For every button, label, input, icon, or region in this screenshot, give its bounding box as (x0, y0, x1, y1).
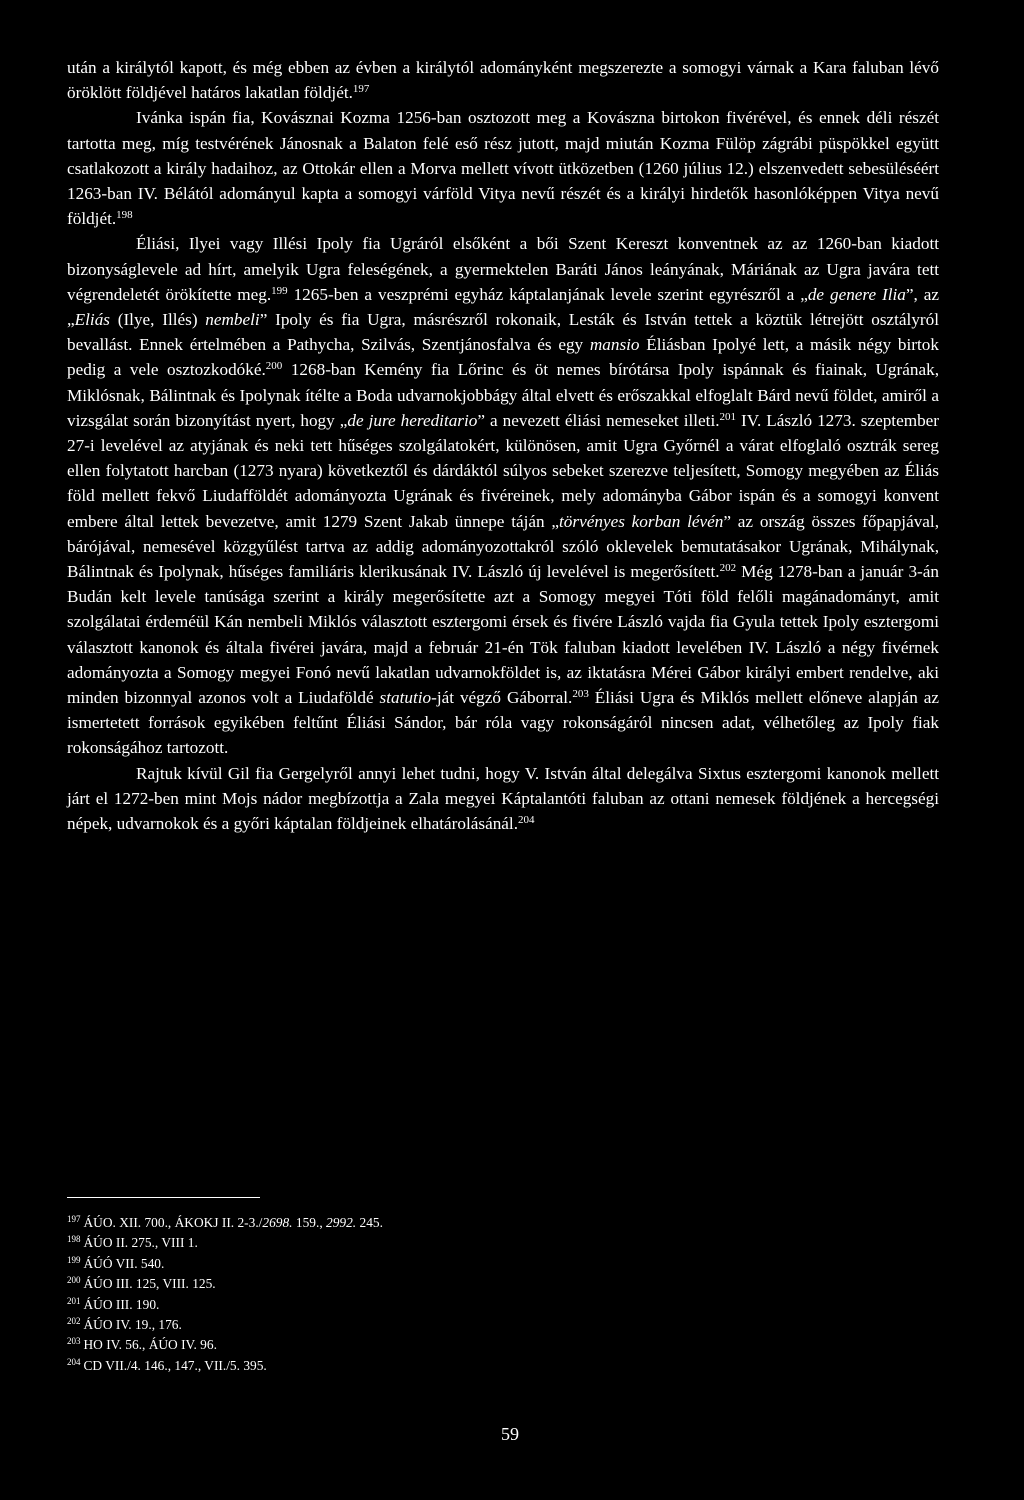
footnote (67, 1335, 667, 1355)
footnote (67, 1233, 667, 1253)
text-run: Rajtuk kívül Gil fia Gergelyről annyi lehet tudni, hogy V. István által delegálva Sixtus esztergomi kanonok mellett járt el 1272-ben mint Mojs nádor megbízottja a Zala megyei Káptalantóti faluban az ottani nemesek földjének a hercegségi népek, udvarnokok és a győri káptalan földjeinek elhatárolásánál. (67, 763, 939, 834)
text-run: Még 1278-ban a január 3-án Budán kelt levele tanúsága szerint a király megerősítette azt a Somogy megyei Tóti föld felőli magánadományt, amit szolgálatai érdeméül Kán nembeli Miklós választott esztergomi érsek és fivére László vajda fia Gyula tettek Ipoly esztergomi választott kanonok és általa fivérei javára, majd a február 21-én Tök faluban kiadott levelében IV. László a négy fivérnek adományozta a Somogy megyei Fonó nevű lakatlan udvarnokföldet is, az iktatásra Mérei Gábor királyi embert rendelve, aki minden bizonnyal azonos volt a Liudaföldé (67, 562, 939, 708)
footnote-number: 201 (67, 1295, 81, 1306)
footnote-ref: 201 (719, 410, 737, 423)
italic-text: statutio (379, 688, 432, 708)
text-run: HO IV. 56., ÁÚO IV. 96. (83, 1337, 217, 1353)
footnote (67, 1315, 667, 1335)
text-run: ÁÚO II. 275., VIII 1. (83, 1235, 198, 1251)
footnote-number: 199 (67, 1254, 81, 1265)
footnote-ref: 204 (518, 814, 535, 827)
text-run: 245. (356, 1215, 383, 1230)
footnote (67, 1213, 667, 1233)
text-run: ÁÚÓ VII. 540. (83, 1255, 165, 1271)
footnote-ref: 199 (271, 284, 288, 297)
text-run: Éliási, Ilyei vagy Illési Ipoly fia Ugráról elsőként a bői Szent Kereszt konventnek az az 1260-ban kiadott bizonyságlevele ad hírt, amelyik Ugra feleségének, a gyermektelen Baráti János leányának, Máriának az Ugra javára tett végrendeletét örökítette meg. (67, 234, 939, 304)
text-run: -ját végző Gáborral. (431, 688, 573, 708)
footnote-ref: 202 (719, 562, 737, 575)
text-run: 159., (292, 1215, 327, 1230)
text-run: ” az ország összes főpapjával, bárójával, nemesével közgyűlést tartva az addig adományozottakról szóló oklevelek bemutatásakor Ugrának, Mihálynak, Bálintnak és Ipolynak, hűséges familiáris klerikusának IV. László új levelével is megerősített. (67, 511, 939, 582)
italic-text: de genere Ilia (807, 284, 906, 304)
footnote-number: 200 (67, 1275, 81, 1286)
footnote-number: 202 (67, 1316, 81, 1327)
paragraph (67, 761, 939, 837)
text-run: ÁÚO. XII. 700., ÁKOKJ II. 2-3./ (83, 1215, 263, 1230)
text-run: 1265-ben a veszprémi egyház káptalanjának levele szerint egyrészről a „ (287, 284, 808, 304)
italic-text: Eliás (74, 310, 110, 330)
footnote (67, 1356, 667, 1376)
text-run: 1268-ban Kemény fia Lőrinc és öt nemes bírótársa Ipoly ispánnak és fiainak, Ugrának, Miklósnak, Bálintnak és Ipolynak ítélte a Boda udvarnokjobbágy által elvett és erőszakkal elfoglalt Bárd nevű földet, amiről a vizsgálat során bizonyítást nyert, hogy „ (67, 360, 939, 430)
footnote-ref: 197 (352, 83, 370, 96)
text-run: IV. László 1273. szeptember 27-i levelével az atyjának és neki tett hűséges szolgálatokért, különösen, amit Ugra Győrnél a várat elfoglaló osztrák sereg ellen folytatott harcban (1273 nyara) következtől és dárdáktól súlyos sebeket szerezve teljesített, Somogy megyében az Éliás föld mellett fekvő Liudafföldét adományozta Ugrának és fivéreinek, mely adományba Gábor ispán és a somogyi konvent embere által lettek bevezetve, amit 1279 Szent Jakab ünnepe táján „ (67, 410, 940, 531)
italic-text: de jure hereditario (347, 410, 478, 430)
text-run: Éliásban Ipolyé lett, a másik négy birtok pedig a vele osztozkodóké. (67, 335, 939, 380)
italic-text: nembeli (205, 310, 260, 330)
italic-text: mansio (589, 335, 640, 355)
footnote-number: 197 (67, 1214, 81, 1224)
italic-text: törvényes korban lévén (559, 511, 724, 531)
text-run: ” a nevezett éliási nemeseket illeti. (477, 410, 720, 430)
text-run: (Ilye, Illés) (109, 310, 206, 330)
text-run: ÁÚO IV. 19., 176. (83, 1317, 182, 1333)
footnote-divider (67, 1197, 260, 1198)
footnote-number: 198 (67, 1234, 81, 1245)
footnote-number: 203 (67, 1336, 81, 1347)
italic-text: 2698. (262, 1215, 293, 1230)
text-run: ”, az „ (67, 284, 939, 330)
footnote-ref: 198 (116, 209, 133, 222)
text-run: Ivánka ispán fia, Kovásznai Kozma 1256-ban osztozott meg a Kovászna birtokon fivérével, és ennek déli részét tartotta meg, míg testvérének Jánosnak a Balaton felé eső rész jutott, majd miután Kozma Fülöp zágrábi püspökkel együtt csatlakozott a király hadaihoz, az Ottokár ellen a Morva mellett vívott ütközetben (1260 július 12.) elszenvedett sebesüléséért 1263-ban IV. Bélától adományul kapta a somogyi várföld Vitya nevű részét és a királyi hirdetők hasonlóképpen Vitya nevű földjét. (67, 108, 939, 229)
italic-text: 2992. (326, 1215, 357, 1230)
footnote-number: 204 (67, 1356, 81, 1367)
footnote (67, 1295, 667, 1315)
text-run: ÁÚO III. 190. (83, 1296, 160, 1312)
text-run: után a királytól kapott, és még ebben az évben a királytól adományként megszerezte a somogyi várnak a Kara faluban lévő öröklött földjével határos lakatlan földjét. (67, 58, 939, 103)
text-run: Éliási Ugra és Miklós mellett előneve alapján az ismertetett források egyikében feltűnt Éliási Sándor, bár róla vagy rokonságáról nincsen adat, vélhetőleg az Ipoly fiak rokonságához tartozott. (67, 688, 939, 758)
body-text (67, 55, 939, 836)
paragraph (67, 105, 939, 231)
text-run: ” Ipoly és fia Ugra, másrészről rokonaik, Lesták és István tettek a köztük létrejött osztályról bevallást. Ennek értelmében a Pathycha, Szilvás, Szentjánosfalva és egy (67, 310, 940, 355)
text-run: CD VII./4. 146., 147., VII./5. 395. (83, 1357, 267, 1373)
footnote-ref: 200 (265, 360, 283, 373)
page-number: 59 (501, 1424, 519, 1444)
text-run: ÁÚO III. 125, VIII. 125. (83, 1276, 216, 1292)
footnotes (67, 1213, 667, 1376)
paragraph (67, 231, 939, 760)
footnote-ref: 203 (572, 688, 589, 701)
footnote (67, 1254, 667, 1274)
footnote (67, 1274, 667, 1294)
paragraph (67, 55, 939, 105)
